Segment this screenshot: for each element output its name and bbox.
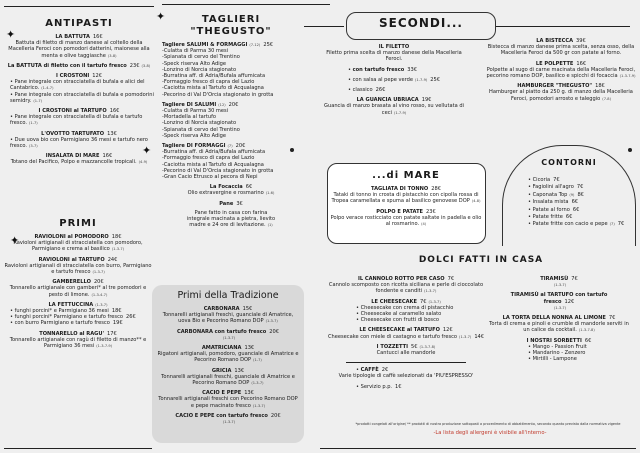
secondi-right: LA BISTECCA 39€ Bistecca di manzo danese prima scelta, senza osso, della Macelleria Feroci da 500 gr con patate al forno. LE POLPETTE 16€ Polpette al sugo di carne macinata della Macelleria Feroci, pecorino romano DOP, basilico e spicchi di focaccia (1-3-7-9) HAMBURGER "THEGUSTO" 18€ Hamburger al piatto da 250 g. di manzo della Macelleria Feroci, pomodori arrosto e taleggio (7-8) — [486, 38, 636, 102]
antipasti-title: ANTIPASTI — [45, 18, 113, 29]
list-item: • Due uova bio con Parmigiano 36 mesi e tartufo nero fresco. (3-7) — [4, 137, 154, 149]
contorni-title: CONTORNI — [541, 158, 597, 167]
menu-item-price: 23€ — [129, 62, 140, 69]
menu-item-name: LA FETTUCCINA — [48, 301, 94, 308]
menu-item-desc: Tonnarello artigianale con gamberi* al tre pomodori e pesto di limone. (1-3-4-7) — [9, 285, 147, 298]
secondi-left: IL FILETTO Filetto prima scelta di manzo danese della Macelleria Feroci. • con tartufo fresco 33€ • con salsa al pepe verde (1-7-9) 25€ • classico 26€ LA GUANCIA UBRIACA 19€ Guancia di manzo brasata al vino rosso, su vellutata di ceci (1-7-9) — [318, 40, 470, 116]
list-item: • Cicoria 7€ — [522, 177, 628, 184]
list-item: • Insalata mista 6€ — [522, 199, 628, 206]
menu-item-name: Tagliere DI FORMAGGI — [162, 143, 226, 150]
menu-item-name: TIRAMISÙ — [540, 276, 569, 282]
menu-item-desc: Torta di crema e pinoli e crumble di mandorle serviti in un calice da cocktail. (1-3-7-8) — [489, 321, 629, 334]
taglieri-title: TAGLIERI "THEGUSTO" — [190, 14, 272, 37]
menu-item-name: Tagliere DI SALUMI — [162, 101, 217, 108]
antipasti-section: ANTIPASTI LA BATTUTA 16€ Battuta di filetto di manzo danese al coltello della Macelleria Feroci con pomodori datterini, maionese alla menta e olive taggiasche (3-8) La BATTUTA di filetto con il tartufo fresco 23€ (3-8) I CROSTONI 12€ • Pane integrale con stracciatella di bufala e alici del Cantabrico. (1-4-7) • Pane integrale con stracciatella di bufala e pomodorini semidry. (1-7) I CROSTONI al TARTUFO 16€ • Pane integrale con stracciatella di bufala e tartufo fresco. (1-7) L'OVOTTO TARTUFATO 13€ • Due uova bio con Parmigiano 36 mesi e tartufo nero fresco. (3-7) INSALATA DI MARE 16€ Totano del Pacifico, Polpo e mazzancolle tropicali. (4-9) — [4, 0, 154, 166]
tradizione-section: Primi della Tradizione CARBONARA 15€ Tonnarelli artigianali freschi, guanciale di Amatrice, uova Bio e Pecorino Romano DOP (1-3-7) CARBONARA con tartufo fresco 20€ (1-3-7) AMATRICIANA 13€ Rigatoni artigianali, pomodoro, guanciale di Amatrice e Pecorino Romano DOP (1-7) GRICIA 13€ Tonnarelli artigianali freschi, guanciale di Amatrice e Pecorino Romano DOP (1-3-7) CACIO E PEPE 13€ Tonnarelli artigianali freschi con Pecorino Romano DOP e pepe macinato fresco (1-3-7) CACIO E PEPE con tartufo fresco 20€ (1-3-7) — [157, 290, 299, 425]
tagliere-line: -Culatta di Parma 30 mesi — [162, 48, 229, 55]
menu-item-name: LE POLPETTE — [535, 60, 574, 67]
menu-item-desc: Battuta di filetto di manzo danese al coltello della Macelleria Feroci con pomodori datterini, maionese alla menta e olive taggiasche (3-8) — [8, 40, 150, 59]
menu-item-name: LA BISTECCA — [536, 38, 574, 44]
menu-item-desc: Ravioloni artigianali di stracciatella con burro, Parmigiano e tartufo fresco (1-3-7) — [4, 262, 152, 276]
menu-item-desc: Cantucci alle mandorle — [376, 350, 436, 357]
primi-title: PRIMI — [59, 218, 97, 229]
tagliere-line: -Lonzino di Norcia stagionato — [162, 120, 237, 127]
secondi-divider — [496, 26, 630, 27]
list-item: • Fagiolini all'agro 7€ — [522, 184, 628, 191]
bottom-divider — [4, 448, 152, 449]
menu-item-desc: Cheesecake con miele di castagno e tartufo fresco (1-3-7) 14€ — [327, 333, 485, 340]
menu-item-desc: Tonnarelli artigianali freschi con Pecorino Romano DOP e pepe macinato fresco (1-3-7) — [158, 396, 298, 409]
menu-item-name: LA BATTUTA — [55, 34, 90, 40]
tagliere-line: -Burratina aff. di Adria/Bufala affumicata — [162, 73, 266, 80]
menu-item-name: LA GUANCIA UBRIACA — [356, 97, 419, 104]
list-item: • Cheesecake al caramello salato — [350, 311, 486, 317]
menu-item-name: CACIO E PEPE — [202, 390, 242, 397]
star-icon: ✦ — [6, 28, 16, 41]
menu-item-desc: Varie tipologie di caffè selezionati da 'PIU'ESPRESSO' — [338, 373, 474, 380]
star-icon: ✦ — [156, 10, 166, 23]
bottom-divider — [320, 448, 636, 449]
menu-item-desc: Rigatoni artigianali, pomodoro, guanciale di Amatrice e Pecorino Romano DOP (1-7) — [157, 351, 299, 364]
tagliere-line: -Spianata di cervo del Trentino — [162, 126, 240, 133]
menu-item-name: LA TORTA DELLA NONNA AL LIMONE — [502, 315, 606, 322]
tagliere-line: -Spianata di cervo del Trentino — [162, 54, 240, 61]
star-icon: ✦ — [10, 234, 20, 247]
menu-item-name: I CROSTONI — [55, 73, 90, 80]
tagliere-line: -Speck riserva Alto Adige — [162, 132, 226, 139]
primi-section: PRIMI RAVIOLONI al POMODORO 18€ Ravioloni artigianali di stracciatella con pomodoro, Parmigiano e crema al basilico (1-3-7) RAVIOLONI al TARTUFO 24€ Ravioloni artigianali di stracciatella con burro, Parmigiano e tartufo fresco (1-3-7) GAMBERELLO 20€ Tonnarello artigianale con gamberi* al tre pomodori e pesto di limone. (1-3-4-7) LA FETTUCCINA (1-3-7) • funghi porcini* e Parmigiano 36 mesi 18€ • funghi porcini* Parmigiano e tartufo fresco 26€ • con burro Parmigiano e tartufo fresco 19€ TONNARELLO al RAGU' 17€ Tonnarello artigianale con ragù di filetto di manzo** e Parmigiano 36 mesi (1-3-7-9) — [4, 218, 152, 349]
menu-item-name: POLPO E PATATE — [376, 208, 424, 215]
menu-item-name: GAMBERELLO — [52, 279, 91, 286]
menu-item-name: TAGLIATA DI TONNO — [371, 186, 429, 192]
menu-item-name: Servizio p.p. — [360, 383, 393, 390]
tagliere-line: -Formaggio fresco di capra del Lazio — [162, 79, 255, 86]
menu-item-desc: Tonnarelli artigianali freschi, guanciale di Amatrice, uova Bio e Pecorino Romano DOP (1-3-7) — [162, 312, 294, 325]
list-item: • classico 26€ — [318, 87, 470, 93]
menu-item-desc: Ravioloni artigianali di stracciatella con pomodoro, Parmigiano e crema al basilico (1-3-7) — [13, 240, 143, 253]
menu-item-name: AMATRICIANA — [201, 345, 242, 352]
tagliere-line: -Caciotta mista al Tartufo di Acqualagna — [162, 85, 264, 92]
menu-item-name: L'OVOTTO TARTUFATO — [41, 130, 105, 137]
taglieri-section: TAGLIERI "THEGUSTO" Tagliere SALUMI & FORMAGGI (7-12) 25€ -Culatta di Parma 30 mesi -Spianata di cervo del Trentino -Speck riserva Alto Adige -Lonzino di Norcia stagionato -Burratina aff. di Adria/Bufala affumicata -Formaggio fresco di capra del Lazio -Caciotta mista al Tartufo di Acqualagna -Pecorino di Val D'Orcia stagionato in grotta Tagliere DI SALUMI (12) 20€ -Culatta di Parma 30 mesi -Mortadella al tartufo -Lonzino di Norcia stagionato -Spianata di cervo del Trentino -Speck riserva Alto Adige Tagliere DI FORMAGGI (7) 20€ -Burratina aff. di Adria/Bufala affumicata -Formaggio fresco di capra del Lazio -Caciotta mista al Tartufo di Acqualagna -Pecorino di Val D'Orcia stagionato in grotta -Gran Cacio Etrusco al pecora di Nepi La Focaccia 6€ Olio extravergine e rosmarino (1-6) Pane 3€ Pane fatto in casa con farina integrale macinata a pietra, lievito madre e 24 ore di levitazione. (1) — [162, 0, 300, 228]
menu-item-name: La BATTUTA di filetto con il tartufo fresco — [7, 62, 127, 69]
coffee-bullet: • — [356, 367, 361, 374]
menu-item-name: LE CHEESECAKE — [371, 298, 417, 305]
list-item: • con burro Parmigiano e tartufo fresco 19€ — [4, 320, 152, 326]
menu-item-price: 16€ — [92, 34, 103, 40]
menu-item-desc: Bistecca di manzo danese prima scelta, senza osso, della Macelleria Feroci da 500 gr con patate al forno. — [487, 44, 635, 57]
list-item: • con tartufo fresco 33€ — [318, 67, 470, 73]
list-item: • Patate fritte 6€ — [522, 214, 628, 221]
menu-item-desc: Polpo verace rosticciato con patate saltate in padella e olio al rosmarino. (4) — [330, 214, 482, 228]
tagliere-line: -Culatta di Parma 30 mesi — [162, 108, 229, 115]
menu-item-name: CARBONARA con tartufo fresco — [177, 328, 267, 335]
menu-item-name: Pane — [219, 200, 234, 207]
list-item: • funghi porcini* e Parmigiano 36 mesi 18€ — [4, 308, 152, 314]
footer-note: *prodotti congelati all'origine/ ** prodotti di nostra produzione sottoposti a procedimento di abbattimento, secondo quanto previsto dalla normativa vigente — [355, 422, 621, 426]
menu-item-desc: Pane fatto in casa con farina integrale macinata a pietra, lievito madre e 24 ore di levitazione. (1) — [186, 209, 276, 229]
tagliere-line: -Gran Cacio Etrusco al pecora di Nepi — [162, 174, 258, 181]
list-item: • Patate fritte con cacio e pepe (7) 7€ — [522, 221, 628, 228]
menu-item-desc: Guancia di manzo brasata al vino rosso, su vellutata di ceci (1-7-9) — [324, 103, 464, 116]
contorni-section — [510, 157, 628, 229]
menu-item-name: I TOZZETTI — [376, 343, 408, 350]
menu-item-name: TIRAMISÙ al TARTUFO con tartufo fresco — [510, 292, 608, 305]
menu-item-desc: Totano del Pacifico, Polpo e mazzancolle tropicali. (4-9) — [10, 159, 148, 166]
tagliere-line: -Mortadella al tartufo — [162, 114, 217, 121]
menu-item-name: Tagliere SALUMI & FORMAGGI — [162, 42, 248, 48]
list-item: • funghi porcini* Parmigiano e tartufo fresco 26€ — [4, 314, 152, 320]
menu-item-desc: Cannolo scomposto con ricotta siciliana e perle di cioccolato fondente e canditi (1-3-7) — [328, 282, 484, 295]
menu-item-name: CARBONARA — [203, 306, 240, 312]
menu-item-name: HAMBURGER "THEGUSTO" — [517, 83, 593, 90]
list-item: • Mandarino - Zenzero — [522, 350, 632, 356]
secondi-divider — [304, 26, 344, 27]
dot-ornament — [628, 148, 632, 152]
list-item: • Cheesecake con crema di pistacchio — [350, 305, 486, 311]
mare-section: ...di MARE TAGLIATA DI TONNO 28€ Tataki di tonno in crosta di pistacchio con cipolla rossa di Tropea caramellata e spuma al basilico genovese DOP (4-8) POLPO E PATATE 23€ Polpo verace rosticciato con patate saltate in padella e olio al rosmarino. (4) — [330, 170, 482, 228]
mare-title: ...di MARE — [372, 170, 440, 181]
menu-item-name: I NOSTRI SORBETTI — [526, 337, 582, 344]
menu-item-name: IL CANNOLO ROTTO PER CASO — [357, 276, 445, 282]
dolci-right: TIRAMISÙ 7€ (1-3-7) TIRAMISÙ al TARTUFO con tartufo fresco 12€ (1-3-7) LA TORTA DELLA NONNA AL LIMONE 7€ Torta di crema e pinoli e crumble di mandorle serviti in un calice da cocktail. (1-3-7-8) I NOSTRI SORBETTI 6€ • Mango - Passion Fruit • Mandarino - Zenzero • Mirtilli - Lampone — [486, 276, 632, 362]
menu-item-name: La Focaccia — [209, 184, 243, 191]
list-item: • Pane integrale con stracciatella di bufala e alici del Cantabrico. (1-4-7) — [4, 79, 154, 91]
menu-item-name: INSALATA DI MARE — [45, 153, 100, 160]
list-item: • Patate al forno 6€ — [522, 207, 628, 214]
list-item: • Mirtilli - Lampone — [522, 356, 632, 362]
allergeni-note: -La lista degli allergeni è visibile all'interno- — [433, 430, 547, 436]
menu-item-desc: Hamburger al piatto da 250 g. di manzo della Macelleria Feroci, pomodori arrosto e taleggio (7-8) — [489, 89, 633, 102]
list-item: • Pane integrale con stracciatella di bufala e pomodorini semidry. (1-7) — [4, 92, 154, 104]
tagliere-line: -Burratina aff. di Adria/Bufala affumicata — [162, 149, 266, 156]
list-item: • Cheesecake con frutti di bosco — [350, 317, 486, 323]
list-item: • con salsa al pepe verde (1-7-9) 25€ — [318, 77, 470, 83]
tagliere-line: -Pecorino di Val D'Orcia stagionato in grotta — [162, 91, 274, 98]
menu-item-desc: Tataki di tonno in crosta di pistacchio con cipolla rossa di Tropea caramellata e spuma al basilico genovese DOP (4-8) — [331, 192, 481, 205]
tagliere-line: -Formaggio fresco di capra del Lazio — [162, 155, 255, 162]
menu-item-name: RAVIOLONI al TARTUFO — [38, 256, 105, 263]
menu-item-name: LE CHEESECAKE al TARTUFO — [359, 327, 440, 334]
secondi-title: SECONDI... — [379, 16, 463, 30]
menu-item-desc: Polpette al sugo di carne macinata della Macelleria Feroci, pecorino romano DOP, basilico e spicchi di focaccia (1-3-7-9) — [486, 66, 636, 80]
menu-item-desc: Tonnarelli artigianali freschi, guanciale di Amatrice e Pecorino Romano DOP (1-3-7) — [161, 373, 295, 387]
menu-item-desc: Filetto prima scelta di manzo danese della Macelleria Feroci. — [326, 50, 462, 63]
list-item: • Caponata Top (9) 8€ — [522, 192, 628, 199]
dolci-left: IL CANNOLO ROTTO PER CASO 7€ Cannolo scomposto con ricotta siciliana e perle di cioccolato fondente e canditi (1-3-7) LE CHEESECAKE 7€ (1-3-7) • Cheesecake con crema di pistacchio • Cheesecake al caramello salato • Cheesecake con frutti di bosco LE CHEESECAKE al TARTUFO 12€ Cheesecake con miele di castagno e tartufo fresco (1-3-7) 14€ I TOZZETTI 5€ (1-3-7-8) Cantucci alle mandorle • CAFFÈ 2€ Varie tipologie di caffè selezionati da 'PIU'ESPRESSO' • Servizio p.p. 1€ — [326, 276, 486, 390]
menu-item-desc: Tonnarello artigianale con ragù di filetto di manzo** e Parmigiano 36 mesi (1-3-7-9) — [9, 336, 147, 350]
list-item: • Pane integrale con stracciatella di bufala e tartufo fresco. (1-7) — [4, 114, 154, 126]
tagliere-line: -Caciotta mista al Tartufo di Acqualagna — [162, 161, 264, 168]
tradizione-title: Primi della Tradizione — [177, 290, 279, 301]
tagliere-line: -Lonzino di Norcia stagionato — [162, 66, 237, 73]
menu-item-name: TONNARELLO al RAGU' — [39, 330, 105, 337]
caffe-divider — [346, 362, 466, 363]
menu-item-name: I CROSTONI al TARTUFO — [38, 108, 107, 115]
menu-item-name: GRICIA — [211, 367, 232, 374]
menu-item-name: CAFFÈ — [360, 367, 379, 374]
dolci-title: DOLCI FATTI IN CASA — [418, 255, 544, 265]
menu-item-name: IL FILETTO — [378, 44, 410, 50]
tagliere-line: -Speck riserva Alto Adige — [162, 60, 226, 67]
menu-item-name: RAVIOLONI al POMODORO — [34, 234, 109, 240]
list-item: • Mango - Passion Fruit — [522, 344, 632, 350]
menu-item-desc: Olio extravergine e rosmarino (1-6) — [187, 190, 275, 197]
menu-item-name: CACIO E PEPE con tartufo fresco — [175, 412, 268, 419]
star-icon: ✦ — [142, 144, 152, 157]
tagliere-line: -Pecorino di Val D'Orcia stagionato in grotta — [162, 167, 274, 174]
